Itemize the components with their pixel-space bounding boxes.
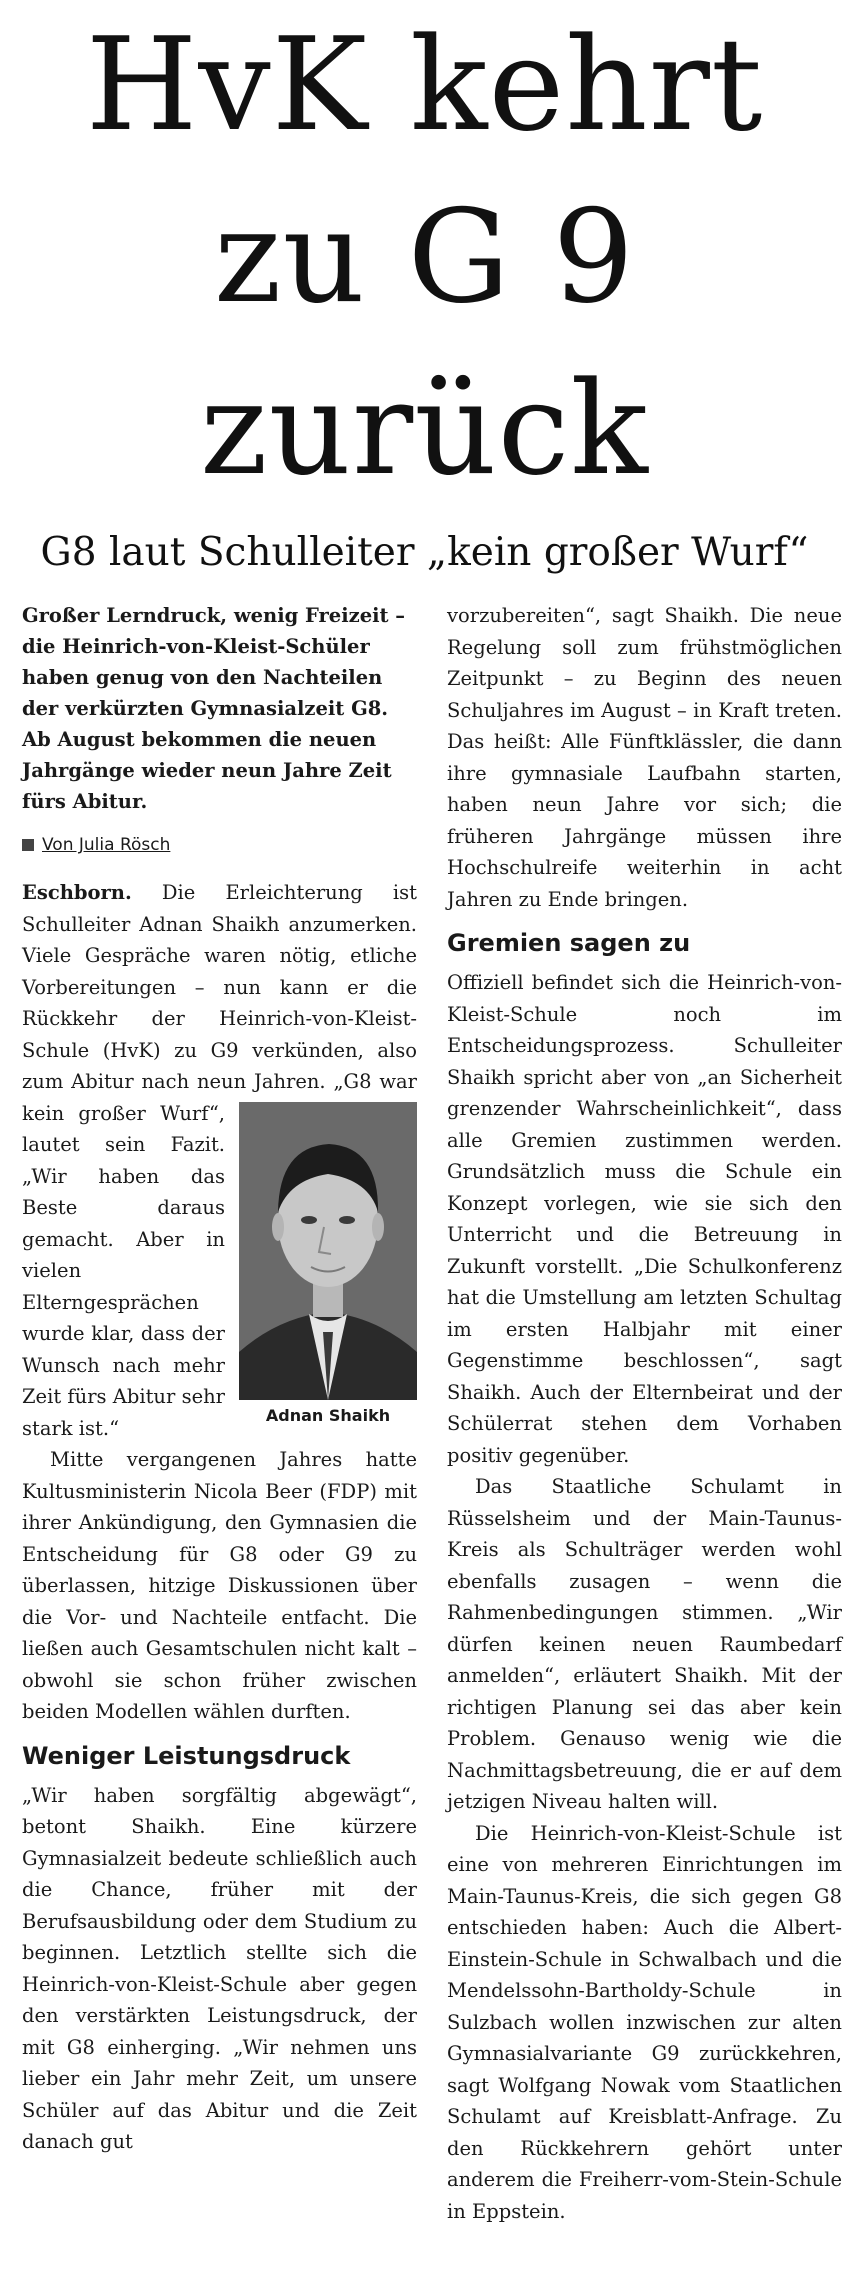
byline-square-icon — [22, 839, 34, 851]
left-column — [22, 600, 417, 2158]
body-paragraph-2: Mitte vergangenen Jahres hatte Kultusministerin Nicola Beer (FDP) mit ihrer Ankündigung, den Gymnasien die Entscheidung für G8 oder G9 zu überlassen, hitzige Diskussionen über die Vor- und Nachteile entfacht. Die ließen auch Gesamtschulen nicht kalt – obwohl sie schon früher zwischen beiden Modellen wählen durften. — [22, 1448, 417, 1723]
headline-line-1: HvK kehrt — [85, 11, 764, 160]
dateline: Eschborn. — [22, 881, 132, 904]
portrait-illustration — [239, 1102, 417, 1400]
body-paragraph-3: „Wir haben sorgfältig abgewägt“, betont Shaikh. Eine kürzere Gymnasialzeit bedeute schließlich auch die Chance, früher mit der Berufsausbildung oder dem Studium zu beginnen. Letztlich stellte sich die Heinrich-von-Kleist-Schule aber gegen den verstärkten Leistungsdruck, der mit G8 einherging. „Wir nehmen uns lieber ein Jahr mehr Zeit, um unsere Schüler auf das Abitur und die Zeit danach gut — [22, 1783, 417, 2153]
headline-line-2: zu G 9 — [214, 183, 635, 332]
body-paragraph-6: Das Staatliche Schulamt in Rüsselsheim und der Main-Taunus-Kreis als Schulträger werden wohl ebenfalls zusagen – wenn die Rahmenbedingungen stimmen. „Wir dürfen keinen neuen Raumbedarf anmelden“, erläutert Shaikh. Mit der richtigen Planung sei das aber kein Problem. Genauso wenig wie die Nachmittagsbetreuung, die er auf dem jetzigen Niveau halten will. — [447, 1475, 842, 1813]
body-paragraph-5: Offiziell befindet sich die Heinrich-von-Kleist-Schule noch im Entscheidungsprozess. Schulleiter Shaikh spricht aber von „an Sicherheit grenzender Wahrscheinlichkeit“, dass alle Gremien zustimmen werden. Grundsätzlich muss die Schule ein Konzept vorlegen, wie sie sich den Unterricht und die Betreuung in Zukunft vorstellt. „Die Schulkonferenz hat die Umstellung am letzten Schultag im ersten Halbjahr mit einer Gegenstimme beschlossen“, sagt Shaikh. Auch der Elternbeirat und der Schülerrat stehen dem Vorhaben positiv gegenüber. — [447, 971, 842, 1467]
byline — [22, 833, 417, 857]
subhead-gremien-sagen-zu: Gremien sagen zu — [447, 929, 691, 957]
headline-line-3: zurück — [200, 355, 649, 504]
body-paragraph-1-quote: „G8 war kein großer Wurf“, lautet sein Fazit. „Wir haben das Beste daraus gemacht. Aber in vielen Elterngesprächen wurde klar, dass der Wunsch nach mehr Zeit fürs Abitur sehr stark ist.“ — [22, 1070, 417, 1440]
lead-paragraph: Großer Lerndruck, wenig Freizeit – die Heinrich-von-Kleist-Schüler haben genug von den Nachteilen der verkürzten Gymnasialzeit G8. Ab August bekommen die neuen Jahrgänge wieder neun Jahre Zeit fürs Abitur. — [22, 604, 406, 813]
headline — [0, 0, 849, 516]
byline-author: Von Julia Rösch — [42, 835, 171, 855]
subtitle: G8 laut Schulleiter „kein großer Wurf“ — [40, 530, 809, 575]
right-column — [447, 600, 842, 2227]
body-paragraph-7: Die Heinrich-von-Kleist-Schule ist eine von mehreren Einrichtungen im Main-Taunus-Kreis, die sich gegen G8 entschieden haben: Auch die Albert-Einstein-Schule in Schwalbach und die Mendelssohn-Bartholdy-Schule in Sulzbach wollen inzwischen zur alten Gymnasialvariante G9 zurückkehren, sagt Wolfgang Nowak vom Staatlichen Schulamt auf Kreisblatt-Anfrage. Zu den Rückkehrern gehört unter anderem die Freiherr-vom-Stein-Schule in Eppstein. — [447, 1821, 842, 2223]
subhead-weniger-leistungsdruck: Weniger Leistungsdruck — [22, 1741, 351, 1770]
body-paragraph-1 — [22, 877, 417, 1444]
body-paragraph-4: vorzubereiten“, sagt Shaikh. Die neue Regelung soll zum frühstmöglichen Zeitpunkt – zu Beginn des neuen Schuljahres im August – in Kraft treten. Das heißt: Alle Fünftklässler, die dann ihre gymnasiale Laufbahn starten, haben neun Jahre vor sich; die früheren Jahrgänge müssen ihre Hochschulreife weiterhin in acht Jahren zu Ende bringen. — [447, 604, 842, 911]
portrait-figure — [239, 1102, 417, 1428]
portrait-photo — [239, 1102, 417, 1400]
photo-caption: Adnan Shaikh — [265, 1405, 391, 1425]
body-paragraph-1-text: Die Erleichterung ist Schulleiter Adnan Shaikh anzumerken. Viele Gespräche waren nötig, etliche Vorbereitungen – nun kann er die Rückkehr der Heinrich-von-Kleist-Schule (HvK) zu G9 verkünden, also zum Abitur nach neun Jahren. — [22, 881, 417, 1093]
